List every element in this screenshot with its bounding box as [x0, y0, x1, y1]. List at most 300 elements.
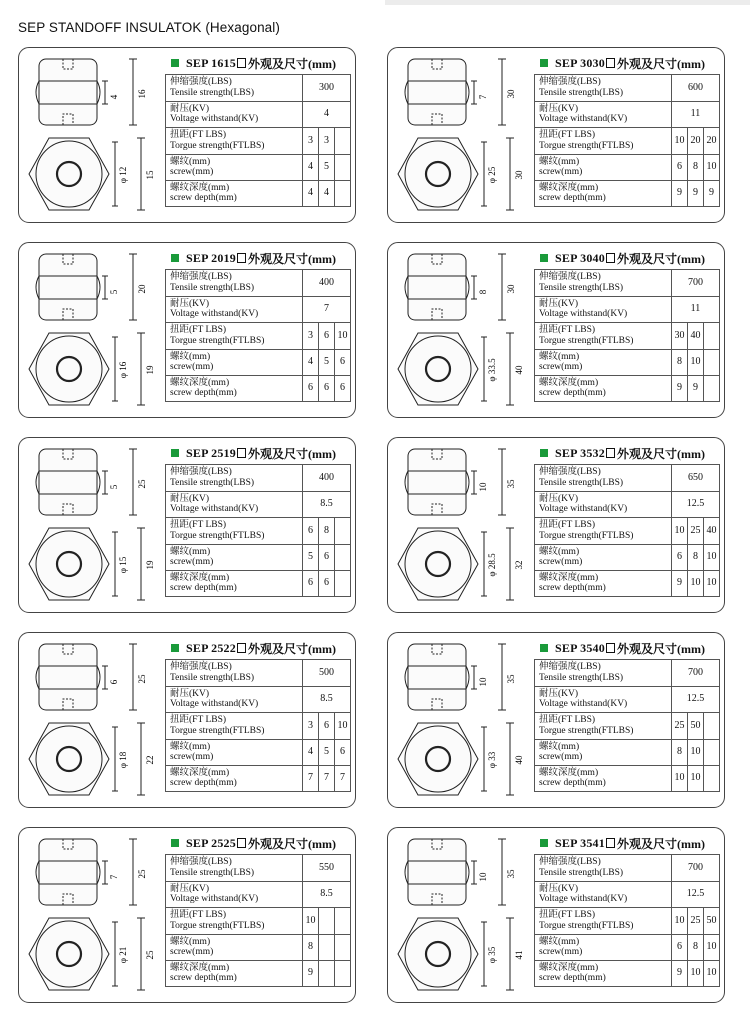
side-view: [405, 449, 506, 515]
thread-dimension-label: 6: [109, 679, 119, 685]
voltage-row: [166, 881, 351, 908]
insulator-drawing: [25, 639, 163, 801]
torque-row: [166, 128, 351, 155]
voltage-label: 耐压(KV) Voltage withstand(KV): [166, 296, 303, 323]
model-name: SEP 3532: [555, 445, 605, 460]
model-name: SEP 2525: [186, 835, 236, 850]
torque-value: 3: [303, 128, 319, 155]
torque-label: 扭距(FT LBS) Torgue strength(FTLBS): [166, 518, 303, 545]
screw-value: 8: [688, 934, 704, 960]
screw-value: [335, 934, 351, 960]
checkbox-glyph-icon: [606, 58, 615, 68]
screw-value: [319, 934, 335, 960]
thread-dimension-label: 4: [109, 94, 119, 100]
torque-label: 扭距(FT LBS) Torgue strength(FTLBS): [535, 713, 672, 740]
checkbox-glyph-icon: [606, 838, 615, 848]
hex-dimension-label: 25: [145, 950, 155, 960]
depth-label: 螺纹深度(mm) screw depth(mm): [535, 765, 672, 791]
torque-value: 25: [672, 713, 688, 740]
header-suffix: 外观及尺寸(mm): [616, 446, 705, 461]
screw-label: 螺纹(mm) screw(mm): [166, 934, 303, 960]
torque-value: 10: [672, 128, 688, 155]
voltage-value: 11: [672, 101, 720, 128]
voltage-value: 12.5: [672, 491, 720, 518]
height-dimension-label: 25: [137, 869, 147, 879]
torque-value: [335, 128, 351, 155]
header-suffix: 外观及尺寸(mm): [247, 56, 336, 71]
depth-label: 螺纹深度(mm) screw depth(mm): [535, 375, 672, 401]
tensile-row: [535, 660, 720, 687]
screw-row: [535, 739, 720, 765]
tensile-value: 700: [672, 855, 720, 882]
screw-row: [166, 544, 351, 570]
depth-label: 螺纹深度(mm) screw depth(mm): [166, 180, 303, 206]
spec-panel: [165, 832, 351, 987]
screw-value: [704, 349, 720, 375]
torque-value: [704, 323, 720, 350]
depth-value: 6: [335, 375, 351, 401]
model-name: SEP 2019: [186, 250, 236, 265]
tensile-value: 700: [672, 660, 720, 687]
insulator-drawing: [394, 639, 532, 801]
diameter-dimension-label: φ 28.5: [487, 553, 497, 577]
voltage-value: 11: [672, 296, 720, 323]
depth-value: 10: [688, 570, 704, 596]
torque-value: 8: [319, 518, 335, 545]
tensile-value: 500: [303, 660, 351, 687]
torque-value: 30: [672, 323, 688, 350]
hex-dimension-label: 22: [145, 755, 155, 765]
torque-value: 10: [335, 713, 351, 740]
header-suffix: 外观及尺寸(mm): [247, 641, 336, 656]
hex-dimension-label: 19: [145, 560, 155, 570]
torque-value: 25: [688, 908, 704, 935]
depth-label: 螺纹深度(mm) screw depth(mm): [166, 570, 303, 596]
product-card: [18, 47, 356, 223]
side-view: [405, 59, 506, 125]
header-suffix: 外观及尺寸(mm): [616, 251, 705, 266]
depth-value: [704, 375, 720, 401]
model-name: SEP 3540: [555, 640, 605, 655]
product-card: [18, 437, 356, 613]
torque-value: 3: [303, 713, 319, 740]
card-header: [534, 832, 720, 854]
depth-value: 6: [319, 375, 335, 401]
torque-value: [335, 908, 351, 935]
spec-panel: [534, 832, 720, 987]
screw-row: [535, 154, 720, 180]
card-header: [165, 247, 351, 269]
spec-panel: [534, 247, 720, 402]
depth-value: 9: [672, 180, 688, 206]
green-square-icon: [171, 839, 179, 847]
voltage-row: [166, 686, 351, 713]
checkbox-glyph-icon: [237, 58, 246, 68]
green-square-icon: [171, 59, 179, 67]
thread-dimension-label: 8: [478, 289, 488, 295]
screw-value: 8: [688, 154, 704, 180]
screw-value: 5: [303, 544, 319, 570]
torque-value: 20: [704, 128, 720, 155]
model-name: SEP 1615: [186, 55, 236, 70]
thread-dimension-label: 5: [109, 289, 119, 295]
torque-row: [535, 128, 720, 155]
tensile-label: 伸缩强度(LBS) Tensile strength(LBS): [166, 270, 303, 297]
depth-row: [535, 180, 720, 206]
product-card: [18, 827, 356, 1003]
torque-label: 扭距(FT LBS) Torgue strength(FTLBS): [166, 128, 303, 155]
green-square-icon: [540, 254, 548, 262]
torque-value: 3: [303, 323, 319, 350]
hex-dimension-label: 32: [514, 560, 524, 570]
diameter-dimension-label: φ 18: [118, 751, 128, 769]
side-view: [36, 839, 137, 905]
spec-panel: [165, 52, 351, 207]
insulator-drawing: [394, 834, 532, 996]
depth-value: [335, 960, 351, 986]
insulator-drawing: [25, 54, 163, 216]
torque-value: [704, 713, 720, 740]
depth-row: [535, 570, 720, 596]
torque-label: 扭距(FT LBS) Torgue strength(FTLBS): [535, 518, 672, 545]
height-dimension-label: 20: [137, 284, 147, 294]
screw-value: [704, 739, 720, 765]
screw-value: 6: [335, 349, 351, 375]
spec-table: [165, 854, 351, 987]
side-view: [36, 59, 137, 125]
screw-value: 8: [688, 544, 704, 570]
screw-value: 4: [303, 739, 319, 765]
hex-dimension-label: 30: [514, 170, 524, 180]
torque-value: 40: [688, 323, 704, 350]
insulator-drawing: [25, 444, 163, 606]
tensile-label: 伸缩强度(LBS) Tensile strength(LBS): [535, 270, 672, 297]
height-dimension-label: 35: [506, 674, 516, 684]
thread-dimension-label: 10: [478, 482, 488, 492]
screw-value: 10: [688, 739, 704, 765]
torque-value: 6: [319, 323, 335, 350]
torque-label: 扭距(FT LBS) Torgue strength(FTLBS): [535, 128, 672, 155]
checkbox-glyph-icon: [237, 643, 246, 653]
screw-value: 6: [319, 544, 335, 570]
screw-label: 螺纹(mm) screw(mm): [166, 544, 303, 570]
spec-panel: [165, 247, 351, 402]
product-card: [18, 242, 356, 418]
depth-value: 7: [303, 765, 319, 791]
depth-row: [166, 765, 351, 791]
depth-value: 10: [672, 765, 688, 791]
depth-row: [166, 570, 351, 596]
screw-label: 螺纹(mm) screw(mm): [535, 349, 672, 375]
spec-table: [165, 464, 351, 597]
voltage-row: [535, 491, 720, 518]
model-name: SEP 3030: [555, 55, 605, 70]
side-view: [405, 644, 506, 710]
torque-value: 25: [688, 518, 704, 545]
tensile-label: 伸缩强度(LBS) Tensile strength(LBS): [535, 855, 672, 882]
voltage-value: 4: [303, 101, 351, 128]
depth-value: 9: [672, 375, 688, 401]
card-header: [165, 637, 351, 659]
depth-value: [704, 765, 720, 791]
tensile-value: 400: [303, 270, 351, 297]
depth-row: [166, 960, 351, 986]
green-square-icon: [171, 449, 179, 457]
checkbox-glyph-icon: [606, 253, 615, 263]
screw-value: 6: [672, 934, 688, 960]
depth-value: 6: [303, 570, 319, 596]
height-dimension-label: 16: [137, 89, 147, 99]
tensile-label: 伸缩强度(LBS) Tensile strength(LBS): [166, 855, 303, 882]
tensile-label: 伸缩强度(LBS) Tensile strength(LBS): [166, 660, 303, 687]
card-header: [534, 637, 720, 659]
depth-label: 螺纹深度(mm) screw depth(mm): [166, 960, 303, 986]
page-title: SEP STANDOFF INSULATOK (Hexagonal): [18, 20, 280, 35]
product-card: [387, 827, 725, 1003]
tensile-row: [535, 465, 720, 492]
torque-row: [535, 713, 720, 740]
spec-table: [534, 269, 720, 402]
screw-row: [166, 739, 351, 765]
torque-label: 扭距(FT LBS) Torgue strength(FTLBS): [535, 323, 672, 350]
depth-label: 螺纹深度(mm) screw depth(mm): [535, 180, 672, 206]
diameter-dimension-label: φ 33.5: [487, 358, 497, 382]
torque-value: 10: [672, 518, 688, 545]
thread-dimension-label: 5: [109, 484, 119, 490]
depth-value: 9: [672, 960, 688, 986]
torque-row: [166, 323, 351, 350]
green-square-icon: [540, 449, 548, 457]
screw-label: 螺纹(mm) screw(mm): [166, 739, 303, 765]
header-suffix: 外观及尺寸(mm): [616, 641, 705, 656]
card-header: [534, 247, 720, 269]
depth-value: 10: [704, 570, 720, 596]
screw-value: 8: [672, 739, 688, 765]
screw-value: 4: [303, 349, 319, 375]
torque-label: 扭距(FT LBS) Torgue strength(FTLBS): [535, 908, 672, 935]
checkbox-glyph-icon: [237, 448, 246, 458]
spec-table: [534, 659, 720, 792]
spec-table: [165, 269, 351, 402]
screw-value: 4: [303, 154, 319, 180]
tensile-value: 650: [672, 465, 720, 492]
height-dimension-label: 25: [137, 479, 147, 489]
diameter-dimension-label: φ 12: [118, 166, 128, 184]
height-dimension-label: 30: [506, 284, 516, 294]
screw-value: 8: [672, 349, 688, 375]
torque-value: [319, 908, 335, 935]
product-card: [387, 632, 725, 808]
screw-value: 10: [704, 934, 720, 960]
top-accent-bar: [385, 0, 750, 5]
torque-value: [335, 518, 351, 545]
screw-value: 5: [319, 739, 335, 765]
screw-label: 螺纹(mm) screw(mm): [166, 154, 303, 180]
height-dimension-label: 35: [506, 869, 516, 879]
diameter-dimension-label: φ 35: [487, 946, 497, 964]
voltage-row: [166, 101, 351, 128]
voltage-row: [166, 491, 351, 518]
spec-table: [534, 464, 720, 597]
spec-panel: [165, 637, 351, 792]
tensile-row: [166, 855, 351, 882]
side-view: [405, 254, 506, 320]
torque-row: [535, 908, 720, 935]
tensile-row: [535, 270, 720, 297]
screw-value: [335, 544, 351, 570]
green-square-icon: [171, 254, 179, 262]
torque-value: 50: [704, 908, 720, 935]
depth-row: [535, 765, 720, 791]
insulator-drawing: [394, 54, 532, 216]
tensile-label: 伸缩强度(LBS) Tensile strength(LBS): [535, 75, 672, 102]
voltage-row: [535, 296, 720, 323]
diameter-dimension-label: φ 25: [487, 166, 497, 184]
screw-value: 6: [672, 154, 688, 180]
voltage-label: 耐压(KV) Voltage withstand(KV): [166, 881, 303, 908]
checkbox-glyph-icon: [237, 838, 246, 848]
depth-value: 9: [672, 570, 688, 596]
torque-row: [535, 518, 720, 545]
torque-value: 20: [688, 128, 704, 155]
screw-label: 螺纹(mm) screw(mm): [535, 154, 672, 180]
tensile-row: [535, 855, 720, 882]
voltage-value: 7: [303, 296, 351, 323]
torque-row: [166, 713, 351, 740]
torque-value: 40: [704, 518, 720, 545]
checkbox-glyph-icon: [606, 643, 615, 653]
green-square-icon: [540, 839, 548, 847]
depth-row: [535, 375, 720, 401]
screw-value: 10: [704, 544, 720, 570]
screw-row: [166, 154, 351, 180]
header-suffix: 外观及尺寸(mm): [616, 56, 705, 71]
insulator-drawing: [25, 249, 163, 411]
depth-value: 6: [319, 570, 335, 596]
depth-value: 4: [303, 180, 319, 206]
depth-value: [319, 960, 335, 986]
hex-dimension-label: 41: [514, 950, 524, 960]
screw-label: 螺纹(mm) screw(mm): [535, 739, 672, 765]
torque-value: 6: [319, 713, 335, 740]
torque-value: 6: [303, 518, 319, 545]
tensile-value: 700: [672, 270, 720, 297]
height-dimension-label: 30: [506, 89, 516, 99]
screw-value: 10: [704, 154, 720, 180]
height-dimension-label: 35: [506, 479, 516, 489]
depth-value: [335, 570, 351, 596]
screw-value: 6: [672, 544, 688, 570]
depth-value: 9: [688, 375, 704, 401]
torque-row: [166, 518, 351, 545]
header-suffix: 外观及尺寸(mm): [247, 446, 336, 461]
insulator-drawing: [394, 444, 532, 606]
tensile-label: 伸缩强度(LBS) Tensile strength(LBS): [535, 660, 672, 687]
voltage-row: [535, 101, 720, 128]
spec-panel: [534, 637, 720, 792]
screw-label: 螺纹(mm) screw(mm): [166, 349, 303, 375]
tensile-label: 伸缩强度(LBS) Tensile strength(LBS): [166, 465, 303, 492]
voltage-label: 耐压(KV) Voltage withstand(KV): [535, 296, 672, 323]
screw-label: 螺纹(mm) screw(mm): [535, 544, 672, 570]
header-suffix: 外观及尺寸(mm): [616, 836, 705, 851]
voltage-label: 耐压(KV) Voltage withstand(KV): [166, 686, 303, 713]
torque-row: [166, 908, 351, 935]
side-view: [36, 449, 137, 515]
depth-value: 10: [704, 960, 720, 986]
model-name: SEP 2522: [186, 640, 236, 655]
product-card: [387, 47, 725, 223]
depth-value: 4: [319, 180, 335, 206]
voltage-row: [166, 296, 351, 323]
tensile-row: [166, 270, 351, 297]
thread-dimension-label: 10: [478, 677, 488, 687]
depth-row: [166, 180, 351, 206]
voltage-value: 8.5: [303, 881, 351, 908]
torque-value: 3: [319, 128, 335, 155]
tensile-value: 600: [672, 75, 720, 102]
spec-table: [165, 659, 351, 792]
hex-dimension-label: 40: [514, 365, 524, 375]
torque-row: [535, 323, 720, 350]
diameter-dimension-label: φ 15: [118, 556, 128, 574]
thread-dimension-label: 7: [109, 874, 119, 880]
height-dimension-label: 25: [137, 674, 147, 684]
tensile-value: 550: [303, 855, 351, 882]
tensile-row: [166, 75, 351, 102]
tensile-row: [166, 465, 351, 492]
green-square-icon: [540, 59, 548, 67]
header-suffix: 外观及尺寸(mm): [247, 836, 336, 851]
voltage-label: 耐压(KV) Voltage withstand(KV): [166, 491, 303, 518]
voltage-value: 8.5: [303, 686, 351, 713]
checkbox-glyph-icon: [237, 253, 246, 263]
screw-value: 8: [303, 934, 319, 960]
card-header: [165, 832, 351, 854]
torque-label: 扭距(FT LBS) Torgue strength(FTLBS): [166, 713, 303, 740]
voltage-label: 耐压(KV) Voltage withstand(KV): [166, 101, 303, 128]
side-view: [36, 644, 137, 710]
torque-label: 扭距(FT LBS) Torgue strength(FTLBS): [166, 908, 303, 935]
spec-panel: [165, 442, 351, 597]
product-card: [387, 242, 725, 418]
screw-row: [535, 934, 720, 960]
insulator-drawing: [25, 834, 163, 996]
tensile-value: 300: [303, 75, 351, 102]
depth-value: 9: [303, 960, 319, 986]
depth-label: 螺纹深度(mm) screw depth(mm): [166, 375, 303, 401]
tensile-value: 400: [303, 465, 351, 492]
spec-panel: [534, 52, 720, 207]
diameter-dimension-label: φ 21: [118, 946, 128, 964]
voltage-value: 12.5: [672, 881, 720, 908]
model-name: SEP 2519: [186, 445, 236, 460]
depth-value: 6: [303, 375, 319, 401]
voltage-label: 耐压(KV) Voltage withstand(KV): [535, 881, 672, 908]
screw-value: 10: [688, 349, 704, 375]
depth-label: 螺纹深度(mm) screw depth(mm): [535, 570, 672, 596]
voltage-value: 8.5: [303, 491, 351, 518]
depth-label: 螺纹深度(mm) screw depth(mm): [535, 960, 672, 986]
green-square-icon: [171, 644, 179, 652]
torque-value: 10: [335, 323, 351, 350]
tensile-row: [166, 660, 351, 687]
depth-value: 7: [319, 765, 335, 791]
spec-table: [165, 74, 351, 207]
screw-value: 6: [335, 739, 351, 765]
model-name: SEP 3541: [555, 835, 605, 850]
depth-value: [335, 180, 351, 206]
